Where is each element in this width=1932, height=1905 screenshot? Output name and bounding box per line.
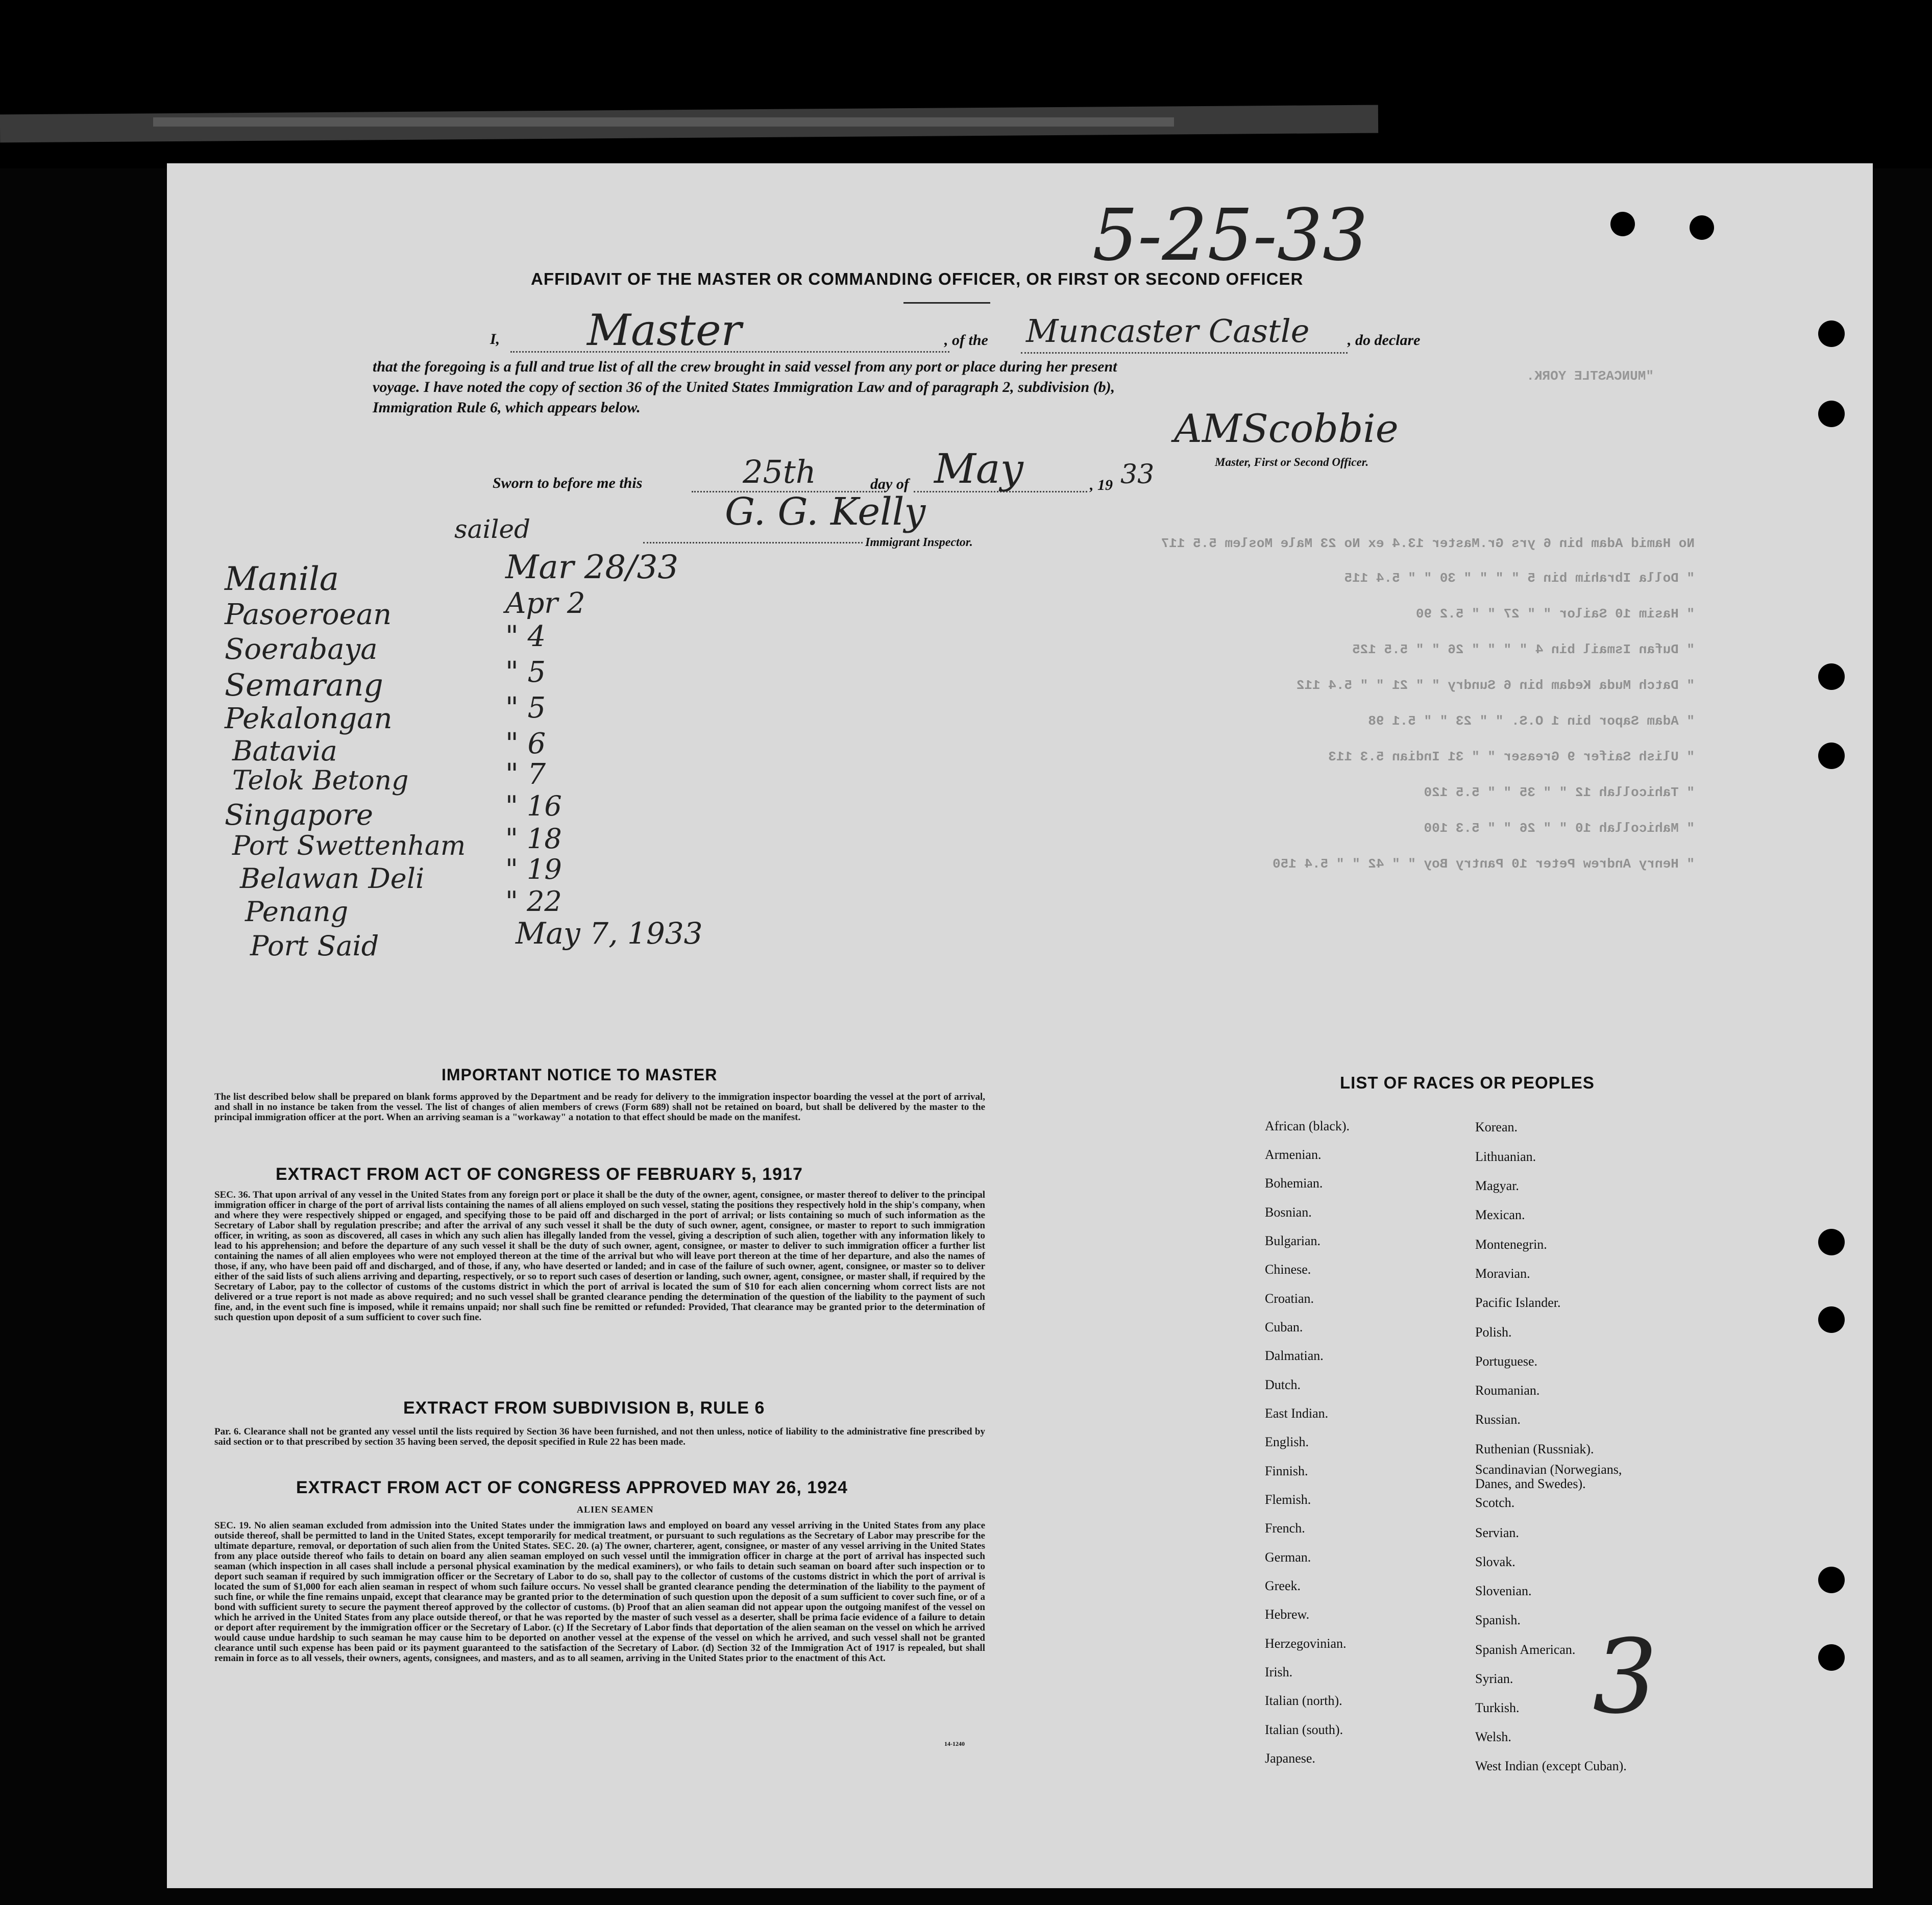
race-item: Turkish.: [1475, 1700, 1520, 1715]
voyage-port: Singapore: [225, 799, 374, 832]
voyage-date: Mar 28/33: [505, 549, 679, 586]
race-item: Syrian.: [1475, 1671, 1513, 1686]
notice-text: The list described below shall be prepared on blank forms approved by the Department and be ready for delivery to the immigration inspector boarding the vessel at the port of arrival, and shall in no instance be taken from the vessel. The list of changes of alien members of crews (Form 689) shall not be retained on board, but shall be delivered by the master to the principal immigration officer at the port. When an arriving seaman is a "workaway" a notation to that effect should be made on the manifest.: [214, 1092, 985, 1123]
punch-hole: [1818, 1567, 1845, 1593]
voyage-date: " 4: [505, 620, 546, 653]
race-item: Montenegrin.: [1475, 1237, 1547, 1252]
voyage-port: Manila: [225, 560, 339, 598]
race-item: Armenian.: [1265, 1147, 1322, 1162]
race-item: Spanish American.: [1475, 1642, 1576, 1657]
bleed-row: " Mahicollah 10 " " 26 " " 5.3 100: [1424, 821, 1695, 836]
scan-top-band: [0, 0, 1932, 168]
sworn-day: 25th: [743, 453, 816, 490]
title-rule: [903, 302, 990, 304]
master-signature-caption: Master, First or Second Officer.: [1215, 456, 1369, 468]
race-item: Roumanian.: [1475, 1383, 1540, 1398]
bleed-row: " Tahicollah 12 " " 35 " " 5.5 120: [1424, 785, 1695, 800]
scan-edge-strip-light: [153, 117, 1174, 127]
sworn-month: May: [934, 445, 1023, 492]
handwritten-margin-mark: 3: [1593, 1618, 1658, 1737]
punch-hole: [1818, 663, 1845, 690]
vessel-name: Muncaster Castle: [1026, 312, 1310, 350]
day-of-label: day of: [870, 476, 909, 492]
race-item: Japanese.: [1265, 1751, 1315, 1766]
vessel-line: [1021, 352, 1348, 354]
punch-hole: [1690, 215, 1714, 240]
race-item: Bohemian.: [1265, 1176, 1323, 1191]
punch-hole: [1818, 1229, 1845, 1255]
handwritten-date-number: 5-25-33: [1092, 194, 1368, 277]
extract-rule6-text: Par. 6. Clearance shall not be granted any vessel until the lists required by Section 36 have been furnished, and not then unless, notice of liability to the administrative fine prescribed by said section or to that prescribed by section 35 having been served, the deposit specified in Rule 22 has been made.: [214, 1426, 985, 1447]
affidavit-title: AFFIDAVIT OF THE MASTER OR COMMANDING OFFICER, OR FIRST OR SECOND OFFICER: [531, 269, 1304, 288]
race-item: Cuban.: [1265, 1320, 1303, 1334]
race-item: Greek.: [1265, 1578, 1301, 1593]
extract-1917-title: EXTRACT FROM ACT OF CONGRESS OF FEBRUARY 5, 1917: [276, 1165, 803, 1184]
voyage-port: Port Swettenham: [232, 831, 466, 861]
race-item: Herzegovinian.: [1265, 1636, 1347, 1651]
bleed-row: " Datch Muda Kedam bin 6 Sundry " " 21 " " 5.4 112: [1296, 678, 1695, 693]
bleed-row: " Hasim 10 Sailor " " 27 " " 5.2 90: [1415, 606, 1695, 622]
voyage-port: Batavia: [232, 735, 337, 767]
race-item: Finnish.: [1265, 1464, 1308, 1478]
race-item: Lithuanian.: [1475, 1149, 1536, 1164]
race-item: Spanish.: [1475, 1613, 1521, 1627]
race-item: Dalmatian.: [1265, 1348, 1324, 1363]
voyage-port: Port Said: [250, 930, 379, 962]
race-item: Pacific Islander.: [1475, 1295, 1561, 1310]
race-item: Servian.: [1475, 1525, 1519, 1540]
voyage-port: Pekalongan: [225, 702, 393, 735]
sailed-label: sailed: [454, 514, 531, 544]
voyage-date: " 22: [505, 885, 562, 918]
voyage-date: Apr 2: [505, 587, 585, 620]
voyage-date: " 5: [505, 656, 546, 689]
voyage-date: " 19: [505, 853, 562, 885]
race-item: German.: [1265, 1550, 1311, 1565]
notice-title: IMPORTANT NOTICE TO MASTER: [442, 1066, 718, 1084]
race-item: Slovak.: [1475, 1554, 1515, 1569]
inspector-caption: Immigrant Inspector.: [865, 536, 973, 549]
race-item: Mexican.: [1475, 1207, 1525, 1222]
extract-1924-title: EXTRACT FROM ACT OF CONGRESS APPROVED MAY 26, 1924: [296, 1478, 848, 1497]
race-item: Russian.: [1475, 1412, 1521, 1427]
race-item: Slovenian.: [1475, 1584, 1532, 1598]
race-item: English.: [1265, 1434, 1309, 1449]
voyage-date: " 16: [505, 790, 562, 822]
punch-hole: [1818, 401, 1845, 427]
race-item: Hebrew.: [1265, 1607, 1310, 1622]
inspector-signature: G. G. Kelly: [725, 490, 926, 534]
race-item: Chinese.: [1265, 1262, 1311, 1277]
extract-rule6-title: EXTRACT FROM SUBDIVISION B, RULE 6: [403, 1398, 765, 1418]
race-item: Italian (north).: [1265, 1693, 1342, 1708]
do-declare-label: , do declare: [1348, 332, 1421, 349]
race-item: Polish.: [1475, 1325, 1512, 1340]
i-label: I,: [490, 331, 500, 348]
year-suffix: 33: [1120, 459, 1155, 490]
year-prefix: , 19: [1090, 477, 1113, 493]
voyage-date: " 7: [505, 758, 546, 791]
punch-hole: [1818, 1644, 1845, 1671]
punch-hole: [1818, 1306, 1845, 1333]
race-item: Ruthenian (Russniak).: [1475, 1442, 1594, 1456]
race-item: Scotch.: [1475, 1495, 1515, 1510]
race-item: Croatian.: [1265, 1291, 1314, 1306]
race-item: Irish.: [1265, 1665, 1293, 1679]
race-item: Flemish.: [1265, 1492, 1311, 1507]
races-title: LIST OF RACES OR PEOPLES: [1340, 1073, 1595, 1092]
of-the-label: , of the: [944, 332, 988, 349]
affidavit-body-line2: voyage. I have noted the copy of section 36 of the United States Immigration Law and of paragraph 2, subdivision (b),: [373, 379, 1115, 395]
bleed-through-header: "MUNCASTLE YORK.: [1526, 368, 1654, 384]
affidavit-body-line3: Immigration Rule 6, which appears below.: [373, 399, 641, 416]
voyage-port: Soerabaya: [225, 633, 378, 666]
bleed-row: " Dolla Ibrahim bin 5 " " " " 30 " " 5.4 115: [1344, 571, 1695, 586]
bleed-row: " Henry Andrew Peter 10 Pantry Boy " " 42 " " 5.4 150: [1273, 856, 1695, 872]
race-item: Dutch.: [1265, 1377, 1301, 1392]
sworn-label: Sworn to before me this: [493, 475, 643, 491]
punch-hole: [1818, 320, 1845, 347]
race-item: Moravian.: [1475, 1266, 1530, 1281]
bleed-row: No Hamid Adam bin 6 yrs Gr.Master 13.4 ex No 23 Male Moslem 5.5 117: [1161, 536, 1695, 551]
voyage-port: Telok Betong: [232, 765, 409, 796]
bleed-row: " Dufan Ismail bin 4 " " " " 26 " " 5.5 125: [1352, 642, 1695, 657]
bleed-row: " Adam Sapor bin 1 O.S. " " 23 " " 5.1 98: [1368, 713, 1695, 729]
race-item: Magyar.: [1475, 1178, 1519, 1193]
voyage-date: " 5: [505, 691, 546, 725]
extract-1917-text: SEC. 36. That upon arrival of any vessel in the United States from any foreign port or place it shall be the duty of the owner, agent, consignee, or master thereof to deliver to the principal immigration officer in charge of the port of arrival lists containing the names of all aliens employed on such vessel, stating the positions they respectively hold in the ship's company, when and where they were respectively shipped or engaged, and specifying those to be paid off and discharged in the port of arrival; or lists containing so much of such information as the Secretary of Labor shall by regulation prescribe; and after the arrival of any such vessel it shall be the duty of such owner, agent, consignee, or master to report to such immigration officer, in writing, as soon as discovered, all cases in which any such alien has illegally landed from the vessel, giving a description of such alien, together with any information likely to lead to his apprehension; and before the departure of any such vessel it shall be the duty of such owner, agent, consignee, or master to deliver to such immigration officer a further list containing the names of all alien employees who were not employed thereon at the time of the arrival but who will leave port thereon at the time of her departure, and also the names of those, if any, who have been paid off and discharged, and of those, if any, who have deserted or landed; and in case of the failure of such owner, agent, consignee, or master so to deliver either of the said lists of such aliens arriving and departing, respectively, or so to report such cases of desertion or landing, such owner, agent, consignee, or master shall, if required by the Secretary of Labor, pay to the collector of customs of the customs district in which the port of arrival is located the sum of $10 for each alien concerning whom correct lists are not delivered or a true report is not made as above required; and no such vessel shall be granted clearance pending the determination of the question of the liability to the payment of such fine, and, in the event such fine is imposed, while it remains unpaid; nor shall such fine be remitted or refunded: Provided, That clearance may be granted prior to the determination of such question upon deposit of a sum sufficient to cover such fine.: [214, 1190, 985, 1323]
extract-1924-subtitle: ALIEN SEAMEN: [577, 1504, 654, 1515]
race-item: Bulgarian.: [1265, 1233, 1321, 1248]
voyage-date: May 7, 1933: [516, 916, 703, 951]
race-item: Welsh.: [1475, 1729, 1511, 1744]
race-item: Bosnian.: [1265, 1205, 1312, 1220]
bleed-row: " Ulish Saifer 9 Greaser " " 31 Indian 5.3 113: [1328, 749, 1695, 764]
race-item: African (black).: [1265, 1119, 1350, 1133]
punch-hole: [1610, 212, 1635, 236]
voyage-port: Pasoeroean: [225, 598, 392, 631]
race-item: Korean.: [1475, 1120, 1518, 1134]
race-item: Portuguese.: [1475, 1354, 1538, 1369]
voyage-port: Belawan Deli: [240, 862, 425, 895]
declarant-name: Master: [587, 305, 742, 355]
voyage-port: Penang: [245, 896, 349, 928]
race-item: West Indian (except Cuban).: [1475, 1759, 1627, 1773]
voyage-date: " 6: [505, 727, 546, 760]
race-item: Scandinavian (Norwegians, Danes, and Swedes).: [1475, 1462, 1622, 1491]
race-item: Italian (south).: [1265, 1722, 1343, 1737]
extract-1924-text: SEC. 19. No alien seaman excluded from admission into the United States under the immigration laws and employed on board any vessel arriving in the United States from any place outside thereof, shall be permitted to land in the United States, except temporarily for medical treatment, or pursuant to such regulations as the Secretary of Labor may prescribe for the ultimate departure, removal, or deportation of such alien from the United States. SEC. 20. (a) The owner, charterer, agent, consignee, or master of any vessel arriving in the United States from any place outside thereof who fails to detain on board any alien seaman employed on such vessel until the immigration officer in charge at the port of arrival has inspected such seaman (which inspection in all cases shall include a personal physical examination by the medical examiners), or who fails to detain such seaman on board after such inspection or to deport such seaman if required by such immigration officer or the Secretary of Labor to do so, shall pay to the collector of customs of the customs district in which the port of arrival is located the sum of $1,000 for each alien seaman in respect of whom such failure occurs. No vessel shall be granted clearance pending the determination of the liability to the payment of such fine, or while the fine remains unpaid, except that clearance may be granted prior to the determination of such question upon the deposit of a sum sufficient to cover such fine, or of a bond with sufficient surety to secure the payment thereof approved by the collector of customs. (b) Proof that an alien seaman did not appear upon the outgoing manifest of the vessel on which he arrived in the United States from any place outside thereof, or that he was reported by the master of such vessel as a deserter, shall be prima facie evidence of a failure to detain or deport after requirement by the immigration officer or the Secretary of Labor. (c) If the Secretary of Labor finds that deportation of the alien seaman on the vessel on which he arrived would cause undue hardship to such seaman he may cause him to be deported on another vessel at the expense of the vessel on which he arrived, and such vessel shall not be granted clearance until such expense has been paid or its payment guaranteed to the satisfaction of the Secretary of Labor. (d) Section 32 of the Immigration Act of 1917 is repealed, but shall remain in force as to all vessels, their owners, agents, consignees, and masters, and as to all seamen, arriving in the United States prior to the enactment of this Act.: [214, 1520, 985, 1664]
race-item: French.: [1265, 1521, 1305, 1536]
master-signature: AMScobbie: [1174, 406, 1399, 451]
punch-hole: [1818, 743, 1845, 769]
race-item: East Indian.: [1265, 1406, 1329, 1421]
voyage-port: Semarang: [225, 667, 383, 703]
voyage-date: " 18: [505, 823, 562, 855]
affidavit-body-line1: that the foregoing is a full and true list of all the crew brought in said vessel from any port or place during her present: [373, 358, 1117, 375]
form-number: 14-1240: [944, 1740, 965, 1747]
